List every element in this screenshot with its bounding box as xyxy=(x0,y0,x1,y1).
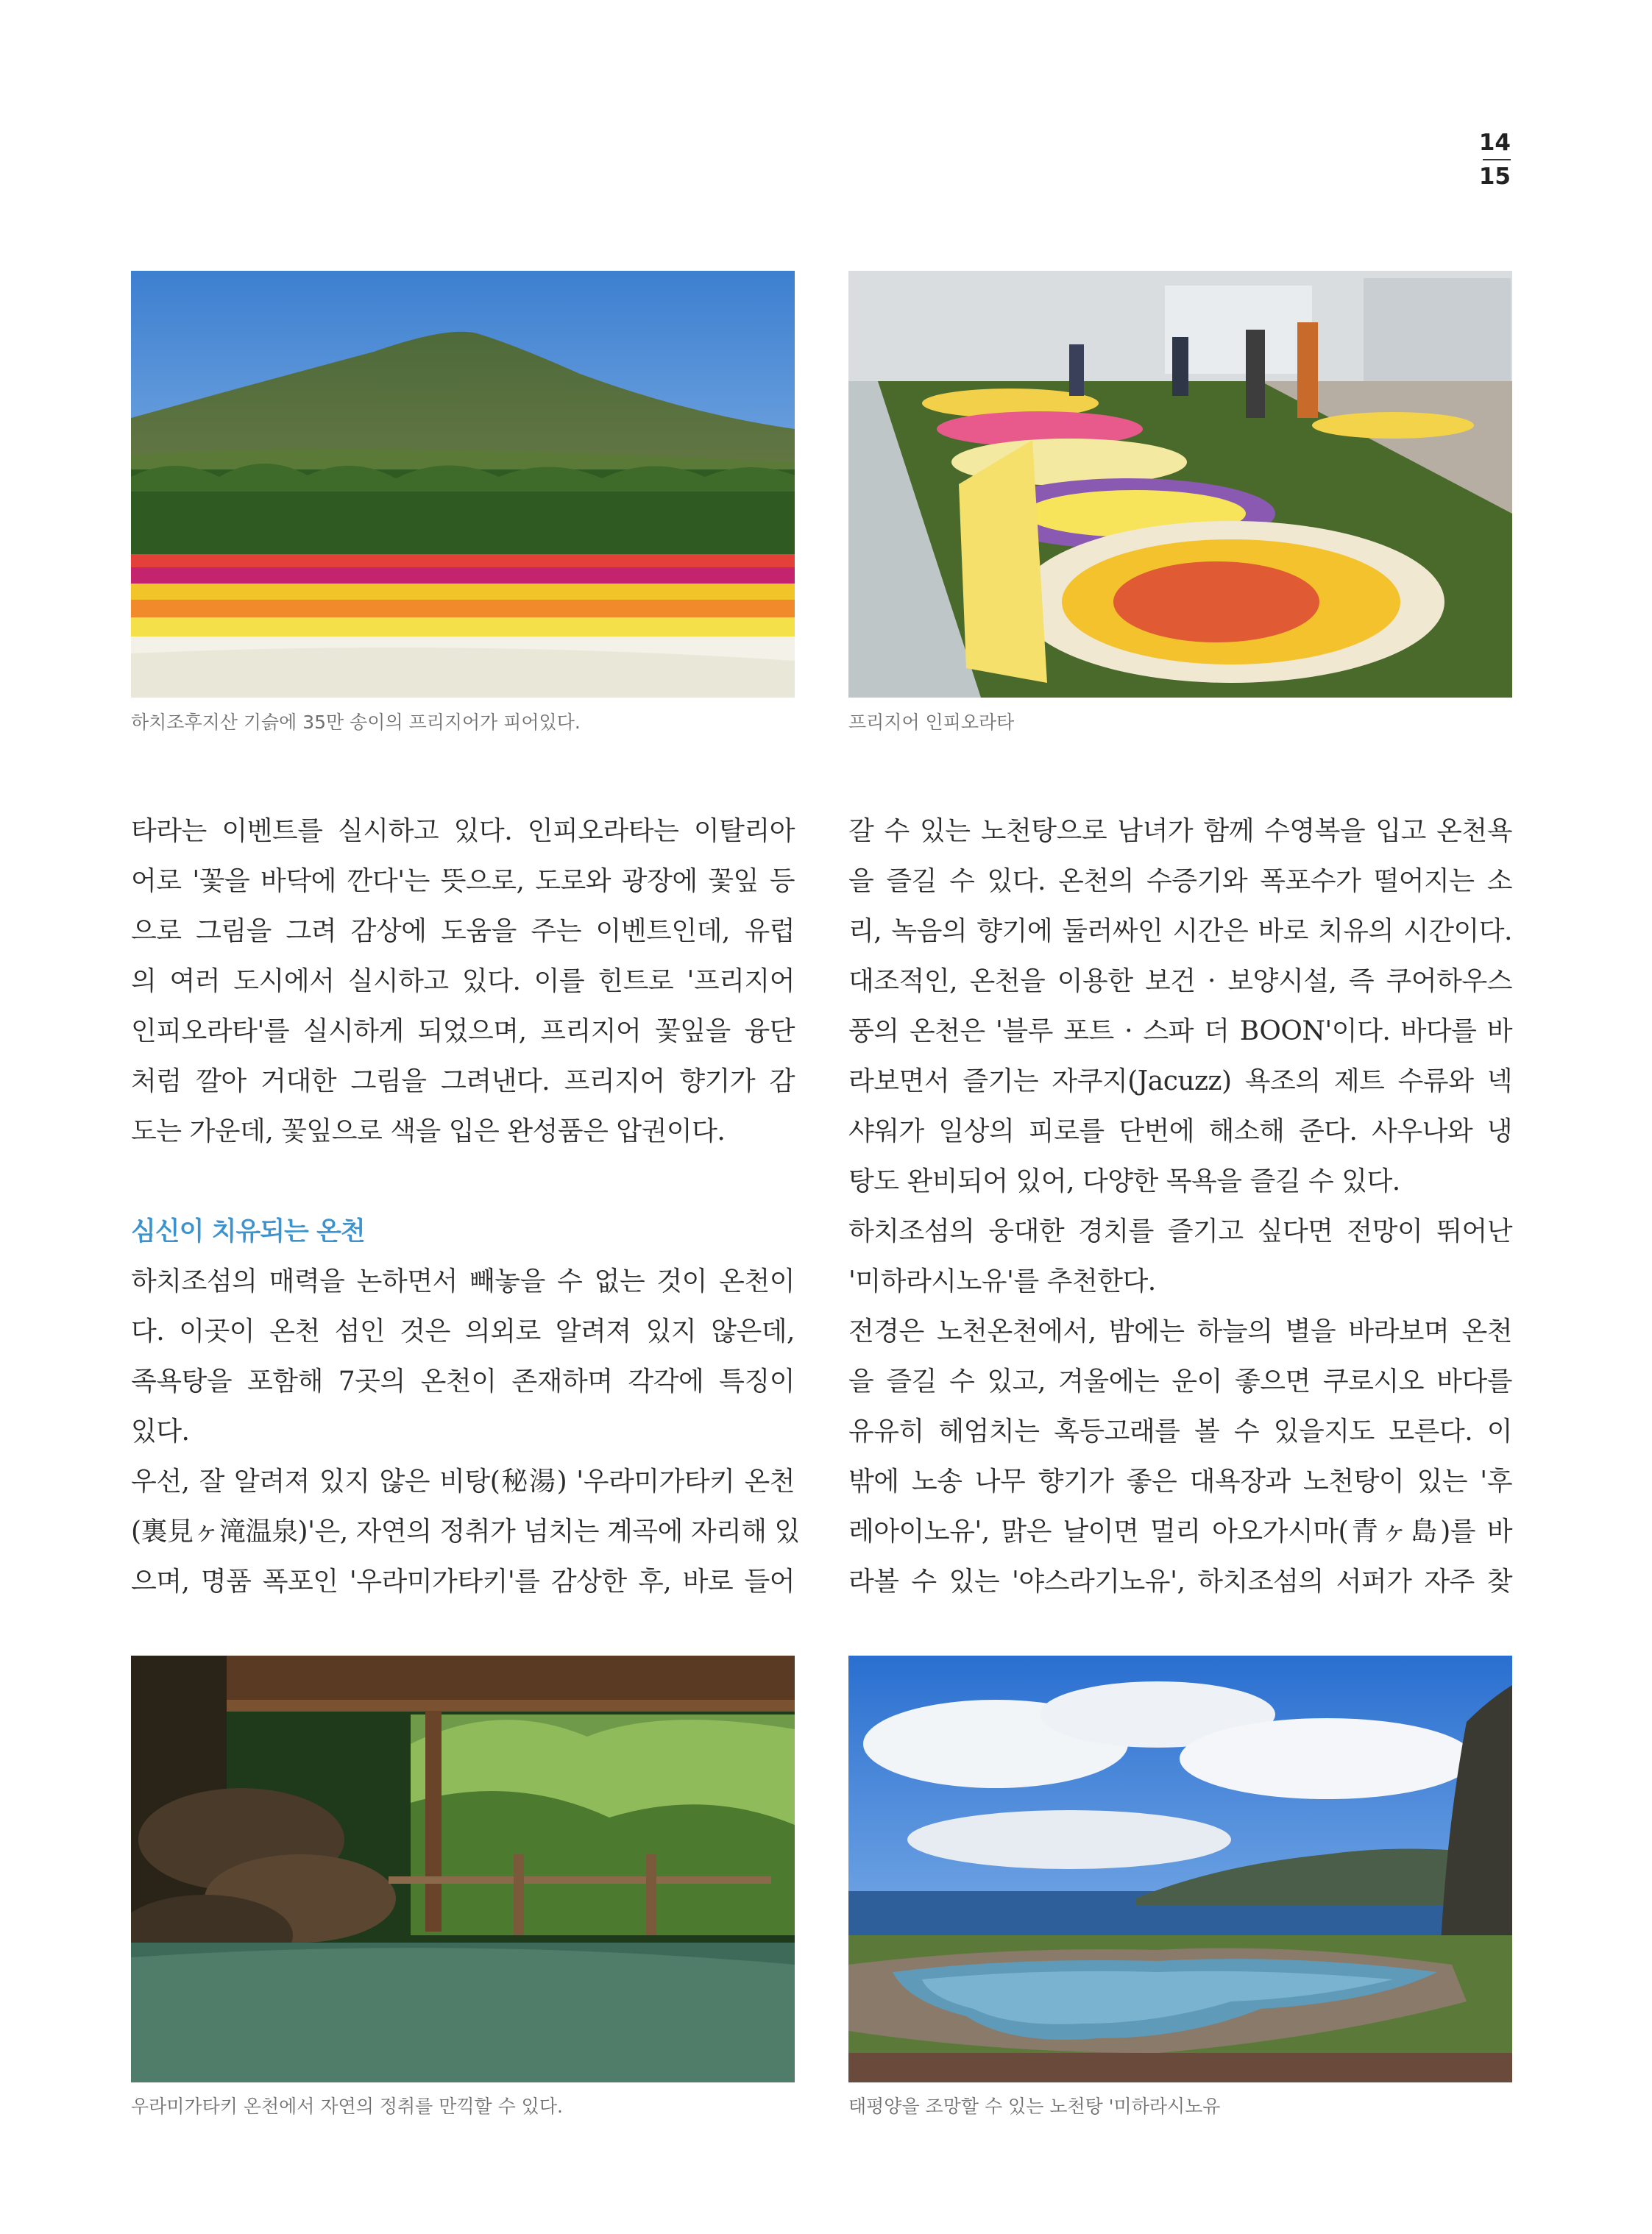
text-line: 리, 녹음의 향기에 둘러싸인 시간은 바로 치유의 시간이다. xyxy=(848,916,1512,946)
text-line: 유유히 헤엄치는 혹등고래를 볼 수 있을지도 모른다. 이 xyxy=(848,1416,1512,1447)
text-line: 처럼 깔아 거대한 그림을 그려낸다. 프리지어 향기가 감 xyxy=(131,1066,795,1096)
text-line: 을 즐길 수 있고, 겨울에는 운이 좋으면 쿠로시오 바다를 xyxy=(848,1366,1512,1397)
text-line: 라볼 수 있는 '야스라기노유', 하치조섬의 서퍼가 자주 찾 xyxy=(848,1567,1512,1597)
photo-mountain-freesia-field xyxy=(131,271,795,698)
text-line: 다. 이곳이 온천 섬인 것은 의외로 알려져 있지 않은데, xyxy=(131,1316,795,1347)
text-line: '미하라시노유'를 추천한다. xyxy=(848,1266,1156,1297)
page-number-divider xyxy=(1483,159,1511,160)
text-line: 하치조섬의 매력을 논하면서 빼놓을 수 없는 것이 온천이 xyxy=(131,1266,795,1297)
text-line: 전경은 노천온천에서, 밤에는 하늘의 별을 바라보며 온천 xyxy=(848,1316,1512,1347)
text-line: 하치조섬의 웅대한 경치를 즐기고 싶다면 전망이 뛰어난 xyxy=(848,1216,1512,1247)
text-line: 어로 '꽃을 바닥에 깐다'는 뜻으로, 도로와 광장에 꽃잎 등 xyxy=(131,866,795,896)
article-left-column xyxy=(131,806,800,1607)
text-line: 을 즐길 수 있다. 온천의 수증기와 폭포수가 떨어지는 소 xyxy=(848,866,1512,896)
article-right-column xyxy=(848,806,1512,1607)
text-line: 타라는 이벤트를 실시하고 있다. 인피오라타는 이탈리아 xyxy=(131,816,795,846)
caption-uramigataki: 우라미가타키 온천에서 자연의 정취를 만끽할 수 있다. xyxy=(131,2096,563,2117)
text-line: 샤워가 일상의 피로를 단번에 해소해 준다. 사우나와 냉 xyxy=(848,1116,1512,1146)
text-line: 인피오라타'를 실시하게 되었으며, 프리지어 꽃잎을 융단 xyxy=(131,1016,795,1046)
photo-freesia-infiorata xyxy=(848,271,1512,698)
text-line: 풍의 온천은 '블루 포트 · 스파 더 BOON'이다. 바다를 바 xyxy=(848,1016,1512,1046)
text-line: 으로 그림을 그려 감상에 도움을 주는 이벤트인데, 유럽 xyxy=(131,916,795,946)
text-line: 라보면서 즐기는 자쿠지(Jacuzz) 욕조의 제트 수류와 넥 xyxy=(848,1066,1512,1096)
page-number-left: 14 xyxy=(1478,130,1511,156)
photo-uramigataki-onsen xyxy=(131,1656,795,2082)
text-line: 우선, 잘 알려져 있지 않은 비탕(秘湯) '우라미가타키 온천 xyxy=(131,1467,795,1497)
text-line: 족욕탕을 포함해 7곳의 온천이 존재하며 각각에 특징이 xyxy=(131,1366,795,1397)
caption-infiorata: 프리지어 인피오라타 xyxy=(848,712,1015,733)
text-line: 탕도 완비되어 있어, 다양한 목욕을 즐길 수 있다. xyxy=(848,1166,1400,1196)
paragraph-spacer xyxy=(131,1157,795,1207)
text-line: 있다. xyxy=(131,1416,190,1447)
text-line: 도는 가운데, 꽃잎으로 색을 입은 완성품은 압권이다. xyxy=(131,1116,726,1146)
text-line: (裏見ヶ滝温泉)'은, 자연의 정취가 넘치는 계곡에 자리해 있 xyxy=(131,1517,800,1547)
page-number-right: 15 xyxy=(1478,163,1511,190)
photo-miharashi-no-yu xyxy=(848,1656,1512,2082)
text-line: 갈 수 있는 노천탕으로 남녀가 함께 수영복을 입고 온천욕 xyxy=(848,816,1512,846)
section-heading: 심신이 치유되는 온천 xyxy=(131,1217,365,1247)
text-line: 레아이노유', 맑은 날이면 멀리 아오가시마(青ヶ島)를 바 xyxy=(848,1517,1512,1547)
caption-mountain: 하치조후지산 기슭에 35만 송이의 프리지어가 피어있다. xyxy=(131,712,581,733)
text-line: 의 여러 도시에서 실시하고 있다. 이를 힌트로 '프리지어 xyxy=(131,966,795,996)
text-line: 으며, 명품 폭포인 '우라미가타키'를 감상한 후, 바로 들어 xyxy=(131,1567,795,1597)
caption-miharashi: 태평양을 조망할 수 있는 노천탕 '미하라시노유 xyxy=(848,2096,1221,2117)
text-line: 대조적인, 온천을 이용한 보건 · 보양시설, 즉 쿠어하우스 xyxy=(848,966,1512,996)
text-line: 밖에 노송 나무 향기가 좋은 대욕장과 노천탕이 있는 '후 xyxy=(848,1467,1512,1497)
